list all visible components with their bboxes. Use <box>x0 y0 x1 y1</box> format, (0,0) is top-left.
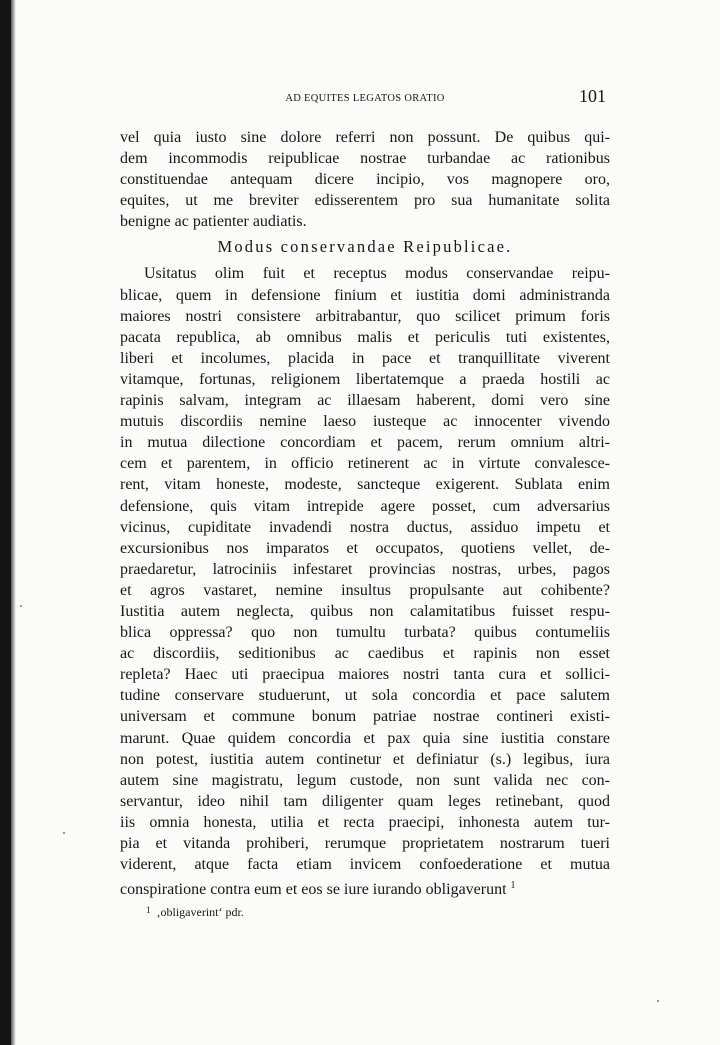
text-line: vitamque, fortunas, religionem libertatemque a praeda hostili ac <box>120 370 610 388</box>
text-line: vicinus, cupiditate invadendi nostra ductus, assiduo impetu et <box>120 518 610 536</box>
text-line: benigne ac patienter audiatis. <box>120 213 307 231</box>
binding-edge <box>0 0 11 1045</box>
page-number: 101 <box>579 86 606 106</box>
text-line: Usitatus olim fuit et receptus modus conservandae reipu- <box>144 265 610 283</box>
text-line-with-footnote <box>120 875 610 899</box>
text-line: autem sine magistratu, legum custode, non sunt valida nec con- <box>120 771 610 789</box>
paper-speck <box>20 605 22 607</box>
text-line: viderent, atque facta etiam invicem confoederatione et mutua <box>120 856 610 874</box>
text-line: pia et vitanda prohiberi, rerumque proprietatem nostrarum tueri <box>120 835 610 852</box>
text-line: iis omnia honesta, utilia et recta praecipi, inhonesta autem tur- <box>120 813 610 831</box>
text-line: rapinis salvam, integram ac illaesam haberent, domi vero sine <box>120 392 610 410</box>
text-block <box>120 127 610 899</box>
paper-speck <box>657 1000 659 1002</box>
footnote <box>146 905 244 920</box>
text-line: universam et commune bonum patriae nostrae contineri existi- <box>120 708 610 726</box>
text-line: non potest, iustitia autem continetur et definiatur (s.) legibus, iura <box>120 750 610 768</box>
text-line: constituendae antequam dicere incipio, vos magnopere oro, <box>120 171 610 189</box>
text-line: dem incommodis reipublicae nostrae turbandae ac rationibus <box>120 150 610 168</box>
text-line: defensione, quis vitam intrepide agere posset, cum adversarius <box>120 497 610 515</box>
footnote-text: ‚obligaverint‘ pdr. <box>156 905 244 919</box>
text-line: repleta? Haec uti praecipua maiores nostri tanta cura et sollici- <box>120 666 610 684</box>
text-line: equites, ut me breviter edisserentem pro sua humanitate solita <box>120 192 610 210</box>
text-line: blica oppressa? quo non tumultu turbata? quibus contumeliis <box>120 624 610 642</box>
running-title: AD EQUITES LEGATOS ORATIO <box>285 93 445 104</box>
text-line: ac discordiis, seditionibus ac caedibus et rapinis non esset <box>120 645 610 663</box>
text-line: Iustitia autem neglecta, quibus non calamitatibus fuisset respu- <box>120 602 610 620</box>
text-line: conspiratione contra eum et eos se iure iurando obligaverunt <box>120 881 507 899</box>
text-line: liberi et incolumes, placida in pace et tranquillitate viverent <box>120 349 610 367</box>
running-head <box>120 86 610 110</box>
text-line: in mutua dilectione concordiam et pacem, rerum omnium altri- <box>120 434 610 452</box>
text-line: vel quia iusto sine dolore referri non possunt. De quibus qui- <box>120 129 610 146</box>
section-heading: Modus conservandae Reipublicae. <box>217 237 513 257</box>
footnote-marker: 1 <box>510 880 516 892</box>
text-line: marunt. Quae quidem concordia et pax quia sine iustitia constare <box>120 729 610 747</box>
text-line: et agros vastaret, nemine insultus propulsante aut cohibente? <box>120 581 610 599</box>
text-line: pacata republica, ab omnibus malis et periculis tuti existentes, <box>120 328 610 346</box>
text-line: maiores nostri consistere arbitrabantur, quo scilicet primum foris <box>120 307 610 325</box>
text-line: cem et parentem, in officio retinerent ac in virtute convalesce- <box>120 455 610 473</box>
text-line: praedaretur, latrociniis infestaret provincias nostras, urbes, pagos <box>120 560 610 578</box>
text-line: tudine conservare studuerunt, ut sola concordia et pace salutem <box>120 687 610 705</box>
text-line: excursionibus nos imparatos et occupatos, quotiens vellet, de- <box>120 539 610 557</box>
footnote-number: 1 <box>146 905 151 915</box>
text-line: blicae, quem in defensione finium et iustitia domi administranda <box>120 286 610 304</box>
paper-speck <box>63 832 65 834</box>
text-line: servantur, ideo nihil tam diligenter quam leges retinebant, quod <box>120 792 610 810</box>
text-line: mutuis discordiis nemine laeso iusteque ac innocenter vivendo <box>120 413 610 431</box>
text-line: rent, vitam honeste, modeste, sancteque exigerent. Sublata enim <box>120 476 610 494</box>
binding-shadow <box>11 0 16 1045</box>
